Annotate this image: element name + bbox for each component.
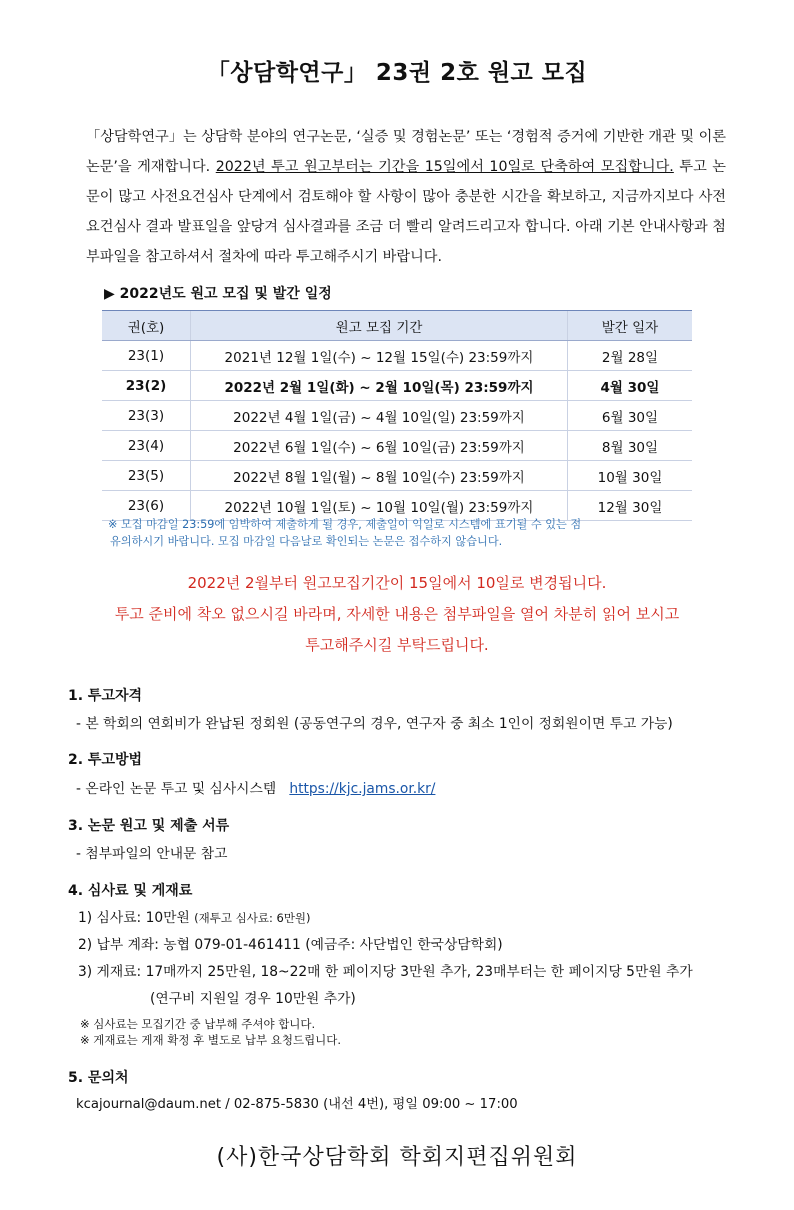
table-row: [102, 431, 692, 461]
footer-organization: (사)한국상담학회 학회지편집위원회: [216, 1145, 578, 1170]
cell-volume: 23(6): [102, 491, 191, 521]
section-eligibility-body: - 본 학회의 연회비가 완납된 정회원 (공동연구의 경우, 연구자 중 최소 1인이 정회원이면 투고 가능): [76, 716, 673, 732]
cell-period: 2022년 2월 1일(화) ~ 2월 10일(목) 23:59까지: [191, 371, 568, 401]
cell-publish-date: 12월 30일: [568, 491, 693, 521]
section-fees-title: 4. 심사료 및 게재료: [68, 883, 193, 899]
change-notice: [0, 568, 794, 661]
cell-publish-date: 6월 30일: [568, 401, 693, 431]
cell-period: 2022년 8월 1일(월) ~ 8월 10일(수) 23:59까지: [191, 461, 568, 491]
table-header-row: [102, 311, 692, 341]
section-eligibility-title: 1. 투고자격: [68, 688, 143, 704]
cell-period: 2022년 10월 1일(토) ~ 10월 10일(월) 23:59까지: [191, 491, 568, 521]
deadline-note-line: 유의하시기 바랍니다. 모집 마감일 다음날로 확인되는 논문은 접수하지 않습니다.: [110, 535, 503, 548]
cell-volume: 23(2): [102, 371, 191, 401]
fee-review: [78, 906, 311, 926]
method-text: - 온라인 논문 투고 및 심사시스템: [76, 781, 277, 797]
intro-paragraph: [86, 122, 726, 272]
cell-period: 2022년 6월 1일(수) ~ 6월 10일(금) 23:59까지: [191, 431, 568, 461]
table-row: [102, 461, 692, 491]
header-period: 원고 모집 기간: [191, 311, 568, 341]
cell-period: 2022년 4월 1일(금) ~ 4월 10일(일) 23:59까지: [191, 401, 568, 431]
fee-note: ※ 게재료는 게재 확정 후 별도로 납부 요청드립니다.: [80, 1033, 342, 1047]
section-method-title: 2. 투고방법: [68, 752, 143, 768]
cell-volume: 23(4): [102, 431, 191, 461]
submission-system-link[interactable]: https://kjc.jams.or.kr/: [289, 781, 436, 797]
change-notice-line: 2022년 2월부터 원고모집기간이 15일에서 10일로 변경됩니다.: [187, 574, 607, 592]
schedule-table: [102, 310, 692, 521]
fee-review-text: 1) 심사료: 10만원: [78, 910, 190, 926]
fee-notes: [80, 1016, 341, 1048]
section-contact-title: 5. 문의처: [68, 1070, 129, 1086]
section-documents-body: - 첨부파일의 안내문 참고: [76, 846, 228, 862]
header-volume: 권(호): [102, 311, 191, 341]
fee-account: 2) 납부 계좌: 농협 079-01-461411 (예금주: 사단법인 한국상담학회): [78, 937, 503, 953]
fee-publication-extra: (연구비 지원일 경우 10만원 추가): [150, 991, 356, 1007]
table-row: [102, 341, 692, 371]
cell-volume: 23(3): [102, 401, 191, 431]
change-notice-line: 투고 준비에 착오 없으시길 바라며, 자세한 내용은 첨부파일을 열어 차분히 읽어 보시고: [114, 605, 680, 623]
intro-text-1: 「상담학연구」는 상담학 분야의 연구논문, ‘실증 및 경험논문’ 또는 ‘경험적 증거에 기반한 개관 및 이론 논문’을 게재합니다.: [86, 129, 726, 175]
table-row: [102, 401, 692, 431]
deadline-note: [108, 516, 698, 550]
section-contact-body: kcajournal@daum.net / 02-875-5830 (내선 4번), 평일 09:00 ~ 17:00: [76, 1097, 518, 1112]
cell-publish-date: 2월 28일: [568, 341, 693, 371]
cell-publish-date: 4월 30일: [568, 371, 693, 401]
page-title: 「상담학연구」 23권 2호 원고 모집: [206, 60, 588, 86]
section-documents-title: 3. 논문 원고 및 제출 서류: [68, 818, 230, 834]
fee-review-small: (재투고 심사료: 6만원): [194, 911, 311, 925]
deadline-note-line: ※ 모집 마감일 23:59에 임박하여 제출하게 될 경우, 제출일이 익일로 시스템에 표기될 수 있는 점: [108, 518, 582, 531]
intro-text-2: 투고 논문이 많고 사전요건심사 단계에서 검토해야 할 사항이 많아 충분한 시간을 확보하고, 지금까지보다 사전요건심사 결과 발표일을 앞당겨 심사결과를 조금 더 빨리 알려드리고자 합니다. 아래 기본 안내사항과 첨부파일을 참고하셔서 절차에 따라 투고해주시기 바랍니다.: [86, 159, 727, 265]
schedule-heading: ▶ 2022년도 원고 모집 및 발간 일정: [104, 286, 332, 302]
fee-note: ※ 심사료는 모집기간 중 납부해 주셔야 합니다.: [80, 1017, 316, 1031]
table-row-highlighted: [102, 371, 692, 401]
intro-underlined-text: 2022년 투고 원고부터는 기간을 15일에서 10일로 단축하여 모집합니다.: [215, 159, 674, 175]
header-publish-date: 발간 일자: [568, 311, 693, 341]
change-notice-line: 투고해주시길 부탁드립니다.: [305, 636, 489, 654]
cell-volume: 23(5): [102, 461, 191, 491]
cell-publish-date: 10월 30일: [568, 461, 693, 491]
cell-period: 2021년 12월 1일(수) ~ 12월 15일(수) 23:59까지: [191, 341, 568, 371]
cell-publish-date: 8월 30일: [568, 431, 693, 461]
fee-publication: 3) 게재료: 17매까지 25만원, 18~22매 한 페이지당 3만원 추가, 23매부터는 한 페이지당 5만원 추가: [78, 964, 693, 980]
cell-volume: 23(1): [102, 341, 191, 371]
section-method-body: [76, 777, 435, 797]
